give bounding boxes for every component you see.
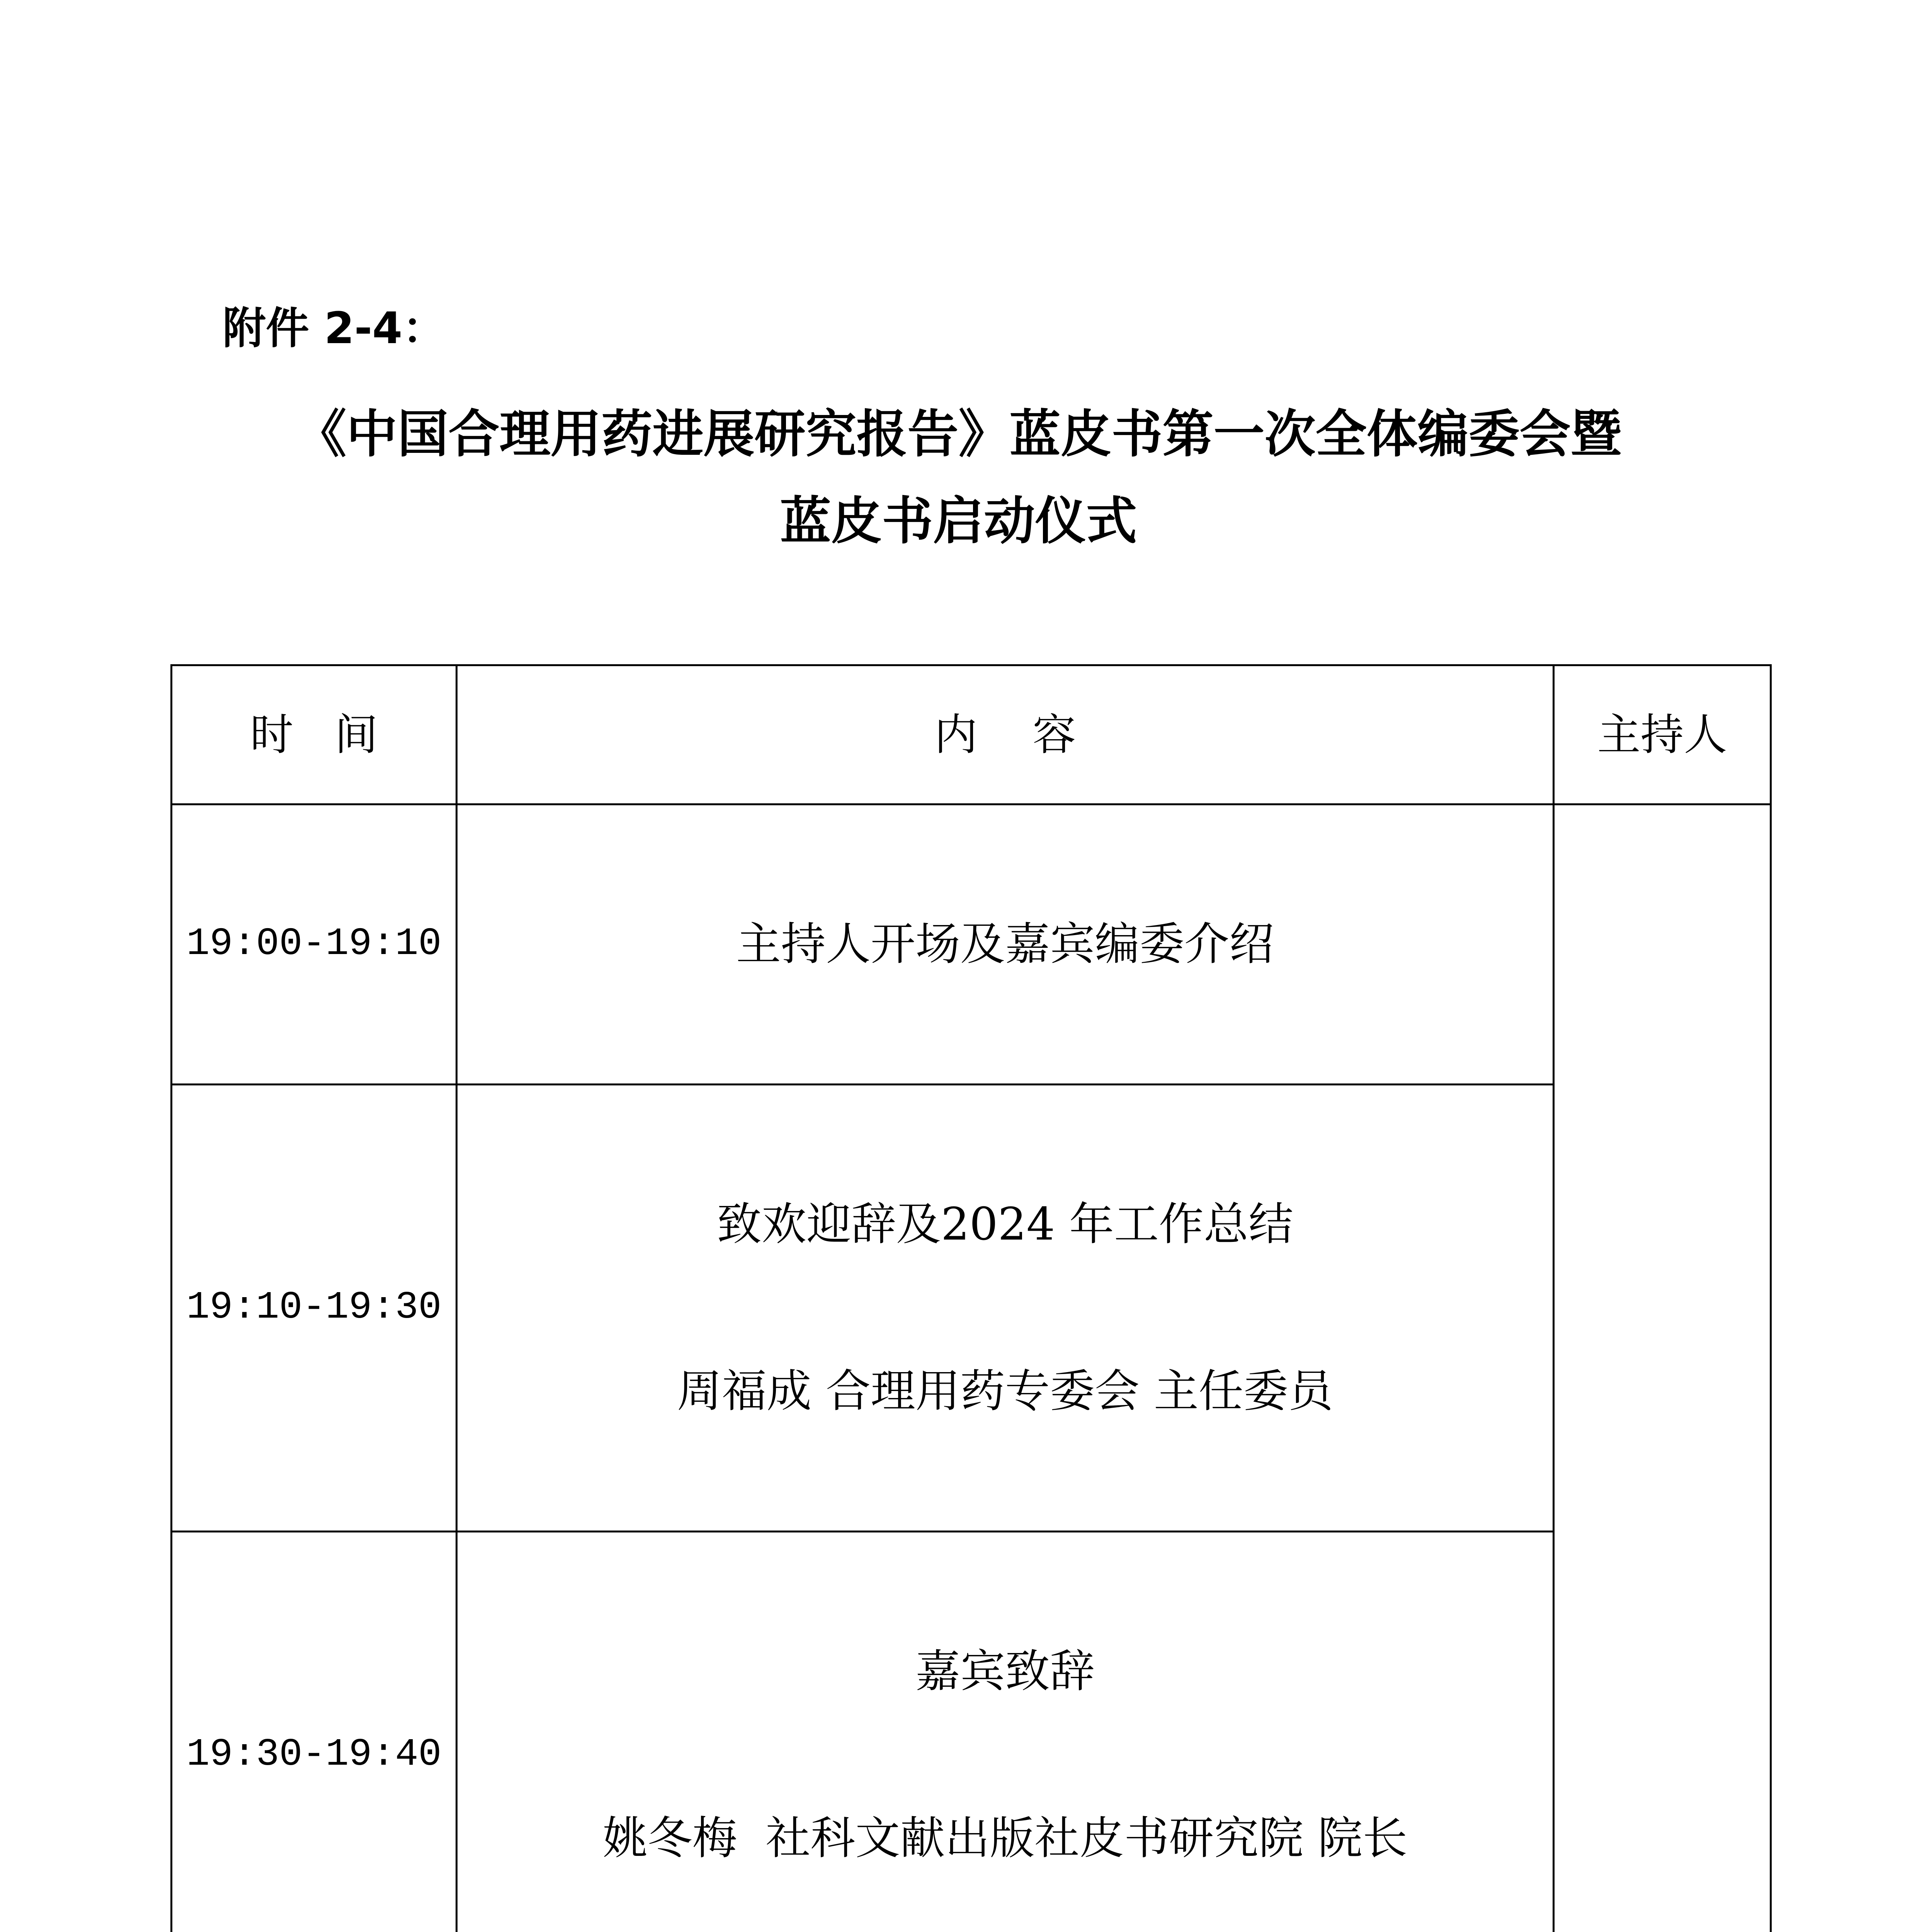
content-line-2: 周福成 合理用药专委会 主任委员 [677,1365,1333,1417]
schedule-table [170,664,1772,1932]
title-line-1: 《中国合理用药进展研究报告》蓝皮书第一次全体编委会暨 [295,405,1622,464]
attachment-label: 附件 2-4： [223,303,446,354]
table-row [172,1085,1771,1532]
content-cell [457,1532,1554,1932]
content-line-1: 致欢迎辞及2024 年工作总结 [716,1198,1294,1250]
header-time: 时 间 [172,665,457,804]
content-line-2: 姚冬梅 社科文献出版社皮书研究院 院长 [602,1812,1408,1864]
table-row [172,1532,1771,1932]
header-host: 主持人 [1554,665,1771,804]
content-cell [457,1085,1554,1532]
header-content: 内 容 [457,665,1554,804]
content-line-1: 嘉宾致辞 [915,1645,1095,1697]
table-header-row [172,665,1771,804]
table-row [172,804,1771,1085]
time-cell: 19:10-19:30 [172,1085,457,1532]
host-cell [1554,804,1771,1932]
title-line-2: 蓝皮书启动仪式 [780,492,1137,551]
content-line-1: 主持人开场及嘉宾编委介绍 [736,918,1274,970]
time-cell: 19:30-19:40 [172,1532,457,1932]
document-title [0,391,1917,565]
time-cell: 19:00-19:10 [172,804,457,1085]
content-cell [457,804,1554,1085]
